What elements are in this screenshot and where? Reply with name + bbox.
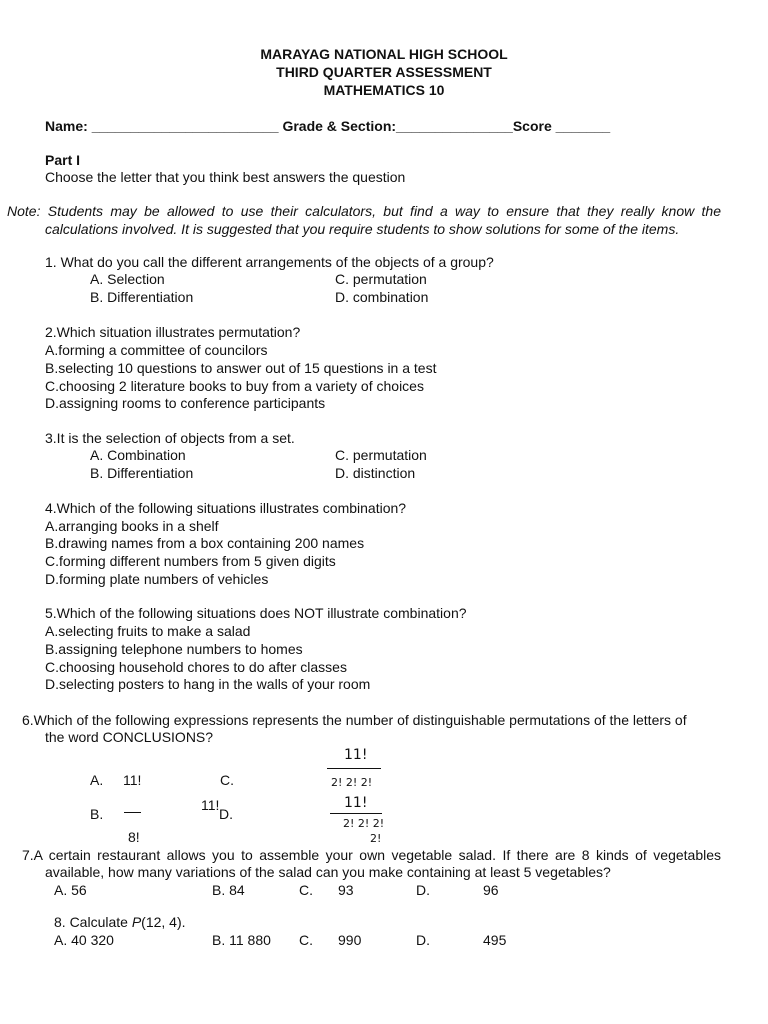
q1-option-b[interactable]: B. Differentiation xyxy=(90,289,194,305)
q7-option-a[interactable]: A. 56 xyxy=(54,882,87,898)
q3-option-b[interactable]: B. Differentiation xyxy=(90,465,194,481)
q4-option-b[interactable]: B.drawing names from a box containing 200 names xyxy=(45,535,365,551)
q6-option-d-label[interactable]: D. xyxy=(219,806,233,822)
q1-option-c[interactable]: C. permutation xyxy=(335,271,427,287)
q6-option-b-numerator: 11! xyxy=(201,797,220,813)
q6-option-d-denominator-2: 2! xyxy=(370,832,382,845)
q2-option-c[interactable]: C.choosing 2 literature books to buy from a variety of choices xyxy=(45,378,424,394)
score-label: Score xyxy=(512,118,552,134)
q5-option-b[interactable]: B.assigning telephone numbers to homes xyxy=(45,641,303,657)
q6-option-d-numerator: 11! xyxy=(344,795,368,811)
q8-stem-suffix: (12, 4). xyxy=(141,914,186,930)
q7-option-d-value: 96 xyxy=(483,882,499,898)
q8-option-d-value: 495 xyxy=(483,932,507,948)
note-line-1: Note: Students may be allowed to use their calculators, but find a way to ensure that they really know the xyxy=(7,203,721,219)
q7-option-c-value: 93 xyxy=(338,882,354,898)
part-instruction: Choose the letter that you think best answers the question xyxy=(45,169,406,185)
q6-option-b-fraction-bar xyxy=(124,812,141,813)
school-name: MARAYAG NATIONAL HIGH SCHOOL xyxy=(260,46,508,62)
q5-option-d[interactable]: D.selecting posters to hang in the walls of your room xyxy=(45,676,371,692)
q8-option-c-value: 990 xyxy=(338,932,362,948)
q6-stem-line-2: the word CONCLUSIONS? xyxy=(45,729,214,745)
q6-option-c-label[interactable]: C. xyxy=(220,772,234,788)
grade-field[interactable]: _______________ xyxy=(396,118,513,134)
q8-option-b[interactable]: B. 11 880 xyxy=(212,932,271,948)
q6-option-b-label[interactable]: B. xyxy=(90,806,104,822)
q6-option-c-fraction-bar xyxy=(327,768,381,769)
q6-option-d-denominator-1: 2! 2! 2! xyxy=(343,817,385,830)
q1-stem: 1. What do you call the different arrangements of the objects of a group? xyxy=(45,254,494,270)
q2-option-b[interactable]: B.selecting 10 questions to answer out of 15 questions in a test xyxy=(45,360,437,376)
q3-option-a[interactable]: A. Combination xyxy=(90,447,186,463)
q7-stem-line-2: available, how many variations of the salad can you make containing at least 5 vegetables? xyxy=(45,864,611,880)
q6-option-c-denominator: 2! 2! 2! xyxy=(331,776,373,789)
q6-option-a-value: 11! xyxy=(123,772,142,788)
q4-stem: 4.Which of the following situations illustrates combination? xyxy=(45,500,407,516)
q6-option-b-denominator: 8! xyxy=(128,829,140,845)
q8-stem xyxy=(54,914,186,931)
assessment-title: THIRD QUARTER ASSESSMENT xyxy=(276,64,492,80)
q7-stem-line-1: 7.A certain restaurant allows you to assemble your own vegetable salad. If there are 8 kinds of vegetables xyxy=(22,847,721,863)
q6-stem-line-1: 6.Which of the following expressions represents the number of distinguishable permutations of the letters of xyxy=(22,712,687,728)
q6-option-d-fraction-bar xyxy=(330,813,382,814)
subject-title: MATHEMATICS 10 xyxy=(323,82,445,98)
q5-option-a[interactable]: A.selecting fruits to make a salad xyxy=(45,623,251,639)
q2-option-a[interactable]: A.forming a committee of councilors xyxy=(45,342,268,358)
q5-stem: 5.Which of the following situations does NOT illustrate combination? xyxy=(45,605,467,621)
name-label: Name: xyxy=(45,118,88,134)
q8-option-c-label[interactable]: C. xyxy=(299,932,313,948)
q8-stem-prefix: 8. Calculate xyxy=(54,914,132,930)
name-field[interactable]: ________________________ xyxy=(91,118,279,134)
q3-option-d[interactable]: D. distinction xyxy=(335,465,416,481)
q1-option-d[interactable]: D. combination xyxy=(335,289,429,305)
grade-label: Grade & Section: xyxy=(282,118,397,134)
q4-option-d[interactable]: D.forming plate numbers of vehicles xyxy=(45,571,269,587)
q7-option-d-label[interactable]: D. xyxy=(416,882,430,898)
q2-option-d[interactable]: D.assigning rooms to conference participants xyxy=(45,395,326,411)
q1-option-a[interactable]: A. Selection xyxy=(90,271,165,287)
q7-option-c-label[interactable]: C. xyxy=(299,882,313,898)
q6-option-a-label[interactable]: A. xyxy=(90,772,104,788)
q2-stem: 2.Which situation illustrates permutation? xyxy=(45,324,301,340)
q5-option-c[interactable]: C.choosing household chores to do after classes xyxy=(45,659,347,675)
q4-option-c[interactable]: C.forming different numbers from 5 given digits xyxy=(45,553,336,569)
q3-option-c[interactable]: C. permutation xyxy=(335,447,427,463)
q8-option-d-label[interactable]: D. xyxy=(416,932,430,948)
q8-stem-variable: P xyxy=(131,914,142,930)
q4-option-a[interactable]: A.arranging books in a shelf xyxy=(45,518,219,534)
q6-option-c-numerator: 11! xyxy=(344,747,368,763)
q7-option-b[interactable]: B. 84 xyxy=(212,882,245,898)
score-field[interactable]: _______ xyxy=(555,118,611,134)
q3-stem: 3.It is the selection of objects from a set. xyxy=(45,430,295,446)
note-line-2: calculations involved. It is suggested that you require students to show solutions for some of the items. xyxy=(45,221,680,237)
q8-option-a[interactable]: A. 40 320 xyxy=(54,932,114,948)
part-title: Part I xyxy=(45,152,81,168)
student-info-line xyxy=(45,118,610,135)
